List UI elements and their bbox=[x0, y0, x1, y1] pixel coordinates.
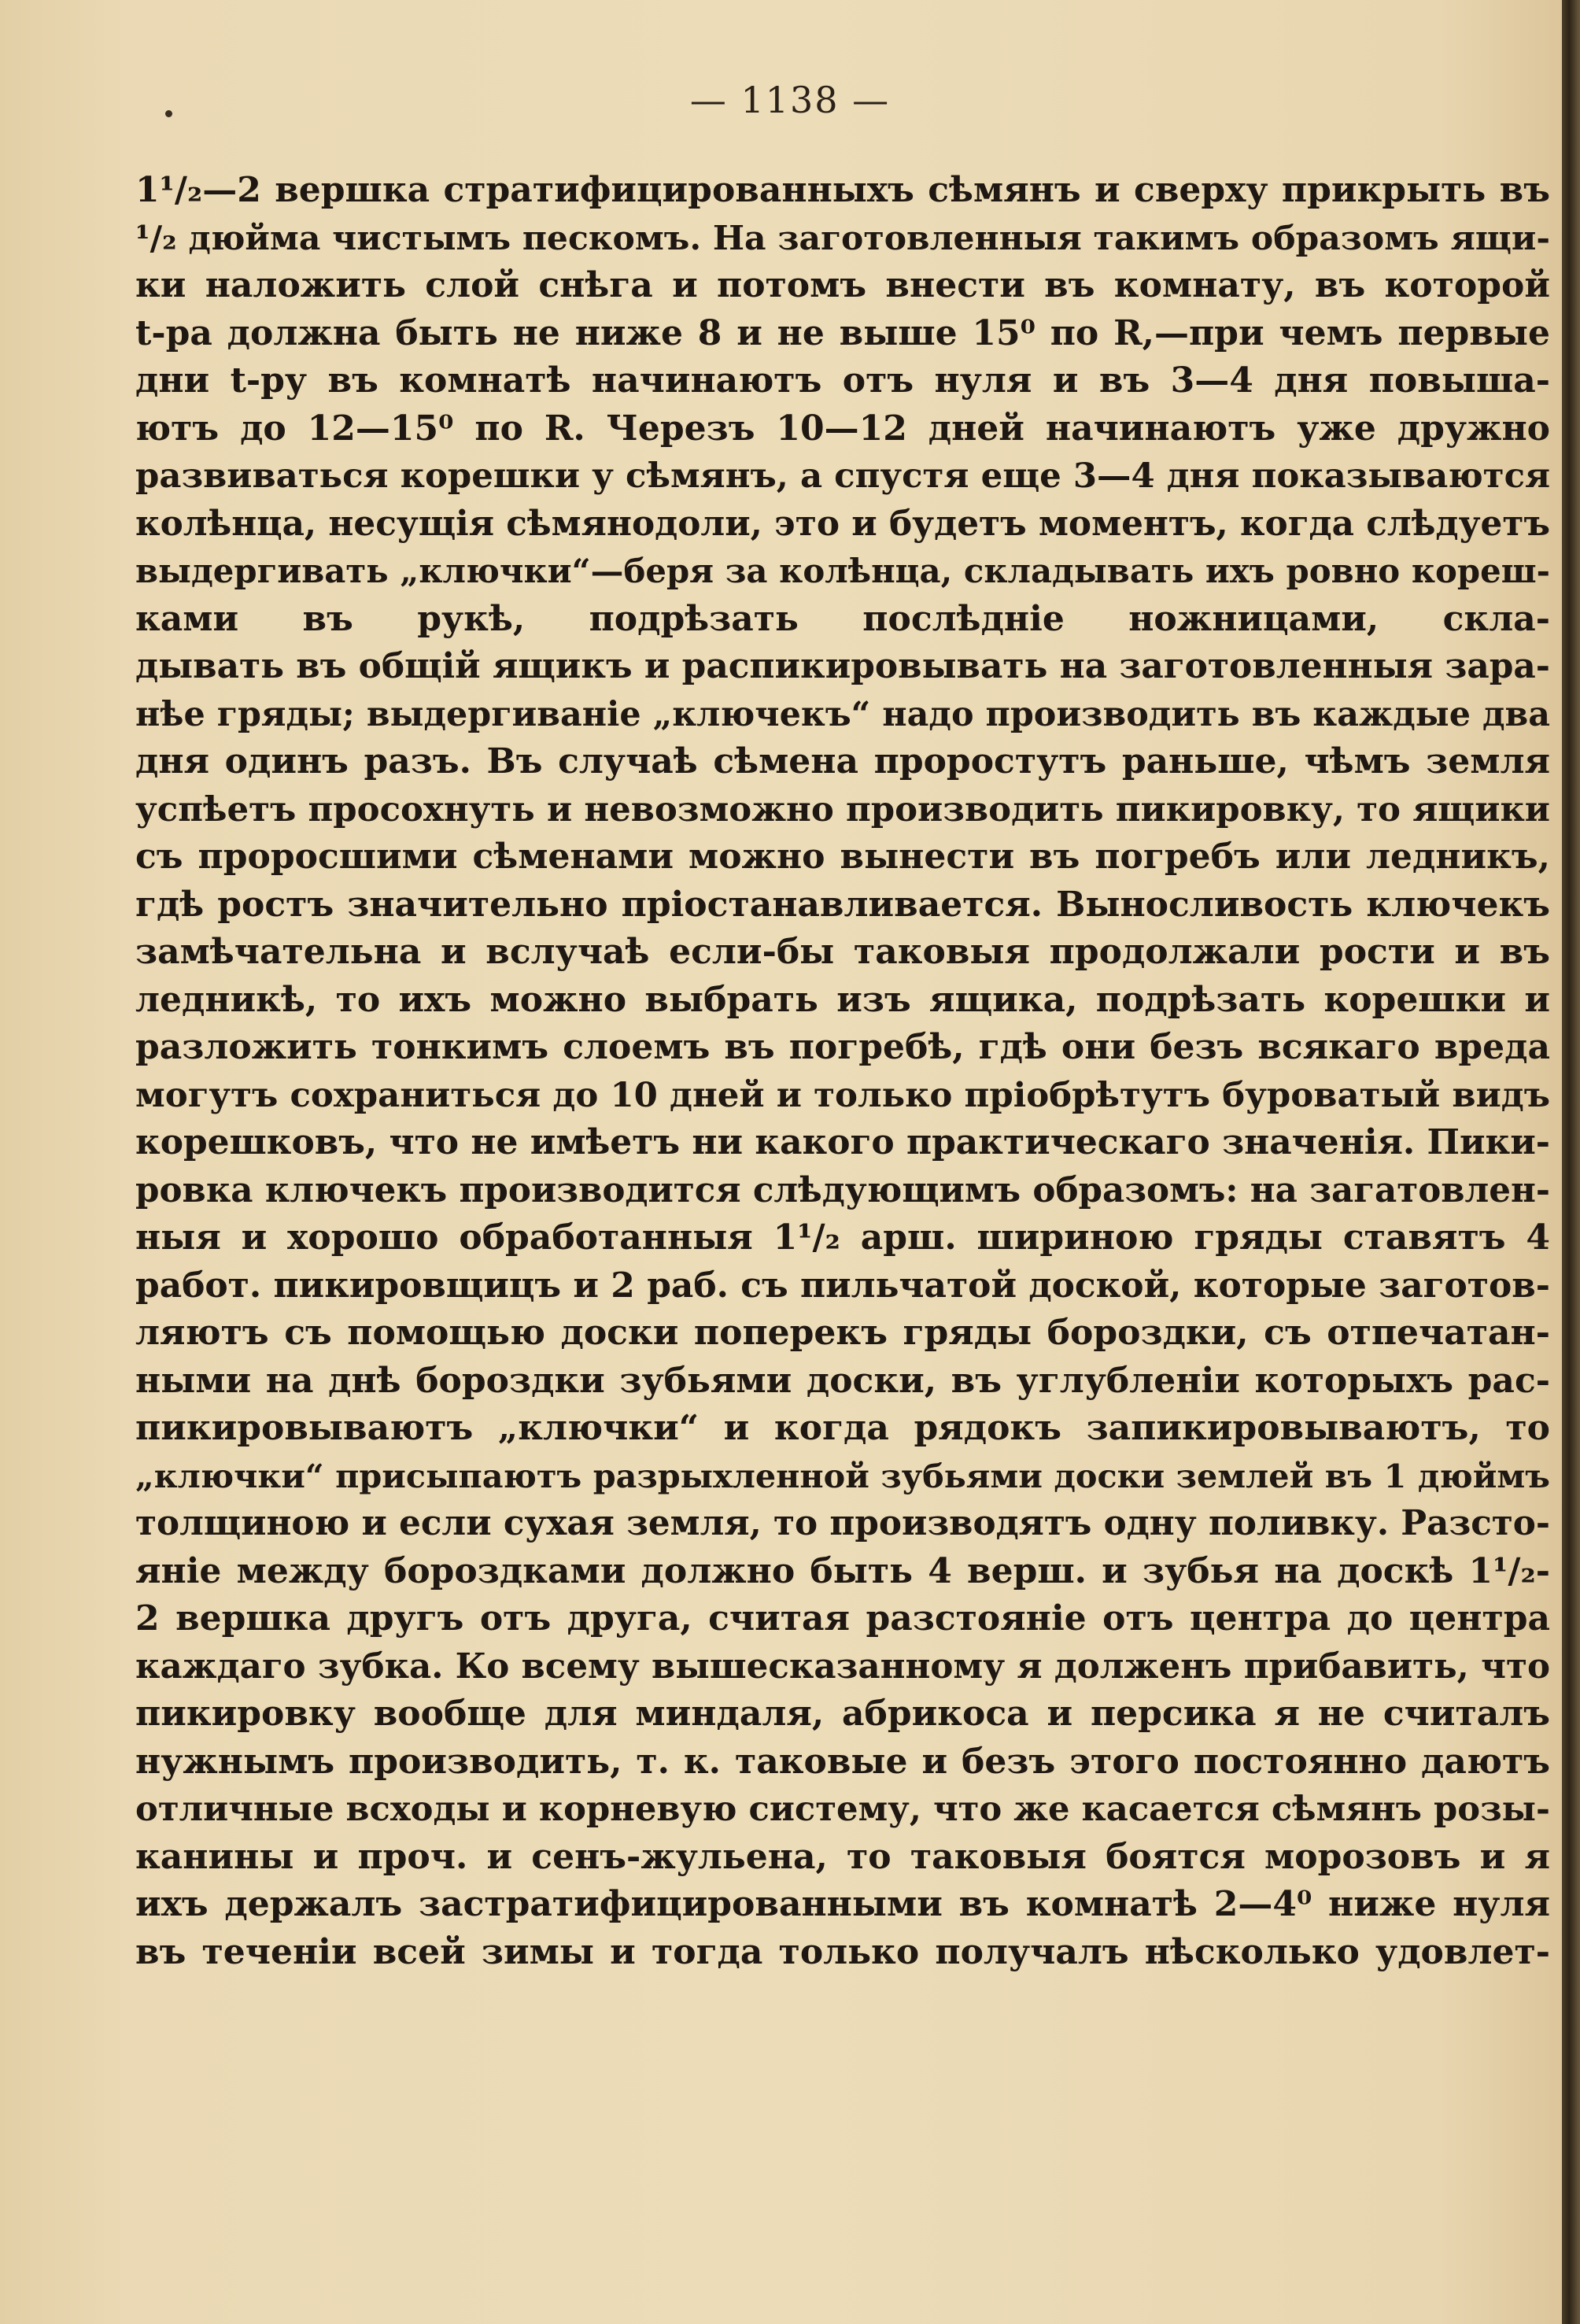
text-line: толщиною и если сухая земля, то производятъ одну поливку. Разсто- bbox=[135, 1503, 1550, 1543]
text-line: отличные всходы и корневую систему, что же касается сѣмянъ розы- bbox=[135, 1789, 1550, 1829]
text-line: нужнымъ производить, т. к. таковые и безъ этого постоянно даютъ bbox=[135, 1741, 1550, 1782]
text-line: нѣе гряды; выдергиваніе „ключекъ“ надо производить въ каждые два bbox=[135, 694, 1550, 734]
text-line: съ проросшими сѣменами можно вынести въ погребъ или ледникъ, bbox=[135, 837, 1550, 877]
text-line: гдѣ ростъ значительно пріостанавливается. Выносливость ключекъ bbox=[135, 884, 1550, 925]
text-line: ками въ рукѣ, подрѣзать послѣдніе ножницами, скла- bbox=[135, 598, 1550, 639]
text-line: въ теченіи всей зимы и тогда только получалъ нѣсколько удовлет- bbox=[135, 1931, 1550, 1972]
text-line: ныя и хорошо обработанныя 1¹/₂ арш. шириною гряды ставятъ 4 bbox=[135, 1217, 1550, 1258]
text-line: ¹/₂ дюйма чистымъ пескомъ. На заготовленныя такимъ образомъ ящи- bbox=[135, 218, 1550, 258]
book-spine-edge bbox=[1562, 0, 1580, 2324]
text-line: могутъ сохраниться до 10 дней и только пріобрѣтутъ буроватый видъ bbox=[135, 1074, 1550, 1115]
text-line: яніе между бороздками должно быть 4 верш. и зубья на доскѣ 1¹/₂- bbox=[135, 1550, 1550, 1591]
text-line: 2 вершка другъ отъ друга, считая разстояніе отъ центра до центра bbox=[135, 1598, 1550, 1639]
text-line: канины и проч. и сенъ-жульена, то таковыя боятся морозовъ и я bbox=[135, 1836, 1550, 1877]
text-line: развиваться корешки у сѣмянъ, а спустя еще 3—4 дня показываются bbox=[135, 456, 1550, 496]
text-line: „ключки“ присыпаютъ разрыхленной зубьями доски землей въ 1 дюймъ bbox=[135, 1456, 1550, 1495]
text-line: ледникѣ, то ихъ можно выбрать изъ ящика, подрѣзать корешки и bbox=[135, 979, 1550, 1020]
text-line: разложить тонкимъ слоемъ въ погребѣ, гдѣ они безъ всякаго вреда bbox=[135, 1027, 1550, 1067]
text-line: выдергивать „ключки“—беря за колѣнца, складывать ихъ ровно кореш- bbox=[135, 552, 1550, 590]
text-line: колѣнца, несущія сѣмянодоли, это и будетъ моментъ, когда слѣдуетъ bbox=[135, 503, 1550, 544]
text-line: пикировку вообще для миндаля, абрикоса и персика я не считалъ bbox=[135, 1694, 1550, 1734]
text-line: дни t-ру въ комнатѣ начинаютъ отъ нуля и въ 3—4 дня повыша- bbox=[135, 360, 1550, 401]
text-line: ными на днѣ бороздки зубьями доски, въ углубленіи которыхъ рас- bbox=[135, 1360, 1550, 1401]
ink-speck bbox=[165, 110, 172, 117]
text-line: ютъ до 12—15⁰ по R. Черезъ 10—12 дней начинаютъ уже дружно bbox=[135, 408, 1550, 449]
text-line: успѣетъ просохнуть и невозможно производить пикировку, то ящики bbox=[135, 789, 1550, 829]
text-line: ляютъ съ помощью доски поперекъ гряды бороздки, съ отпечатан- bbox=[135, 1313, 1550, 1353]
text-line: пикировываютъ „ключки“ и когда рядокъ запикировываютъ, то bbox=[135, 1408, 1550, 1448]
text-line: t-ра должна быть не ниже 8 и не выше 15⁰ по R,—при чемъ первые bbox=[135, 312, 1550, 353]
text-line: 1¹/₂—2 вершка стратифицированныхъ сѣмянъ и сверху прикрыть въ bbox=[135, 170, 1550, 210]
text-line: замѣчательна и вслучаѣ если-бы таковыя продолжали рости и въ bbox=[135, 932, 1550, 972]
text-line: каждаго зубка. Ко всему вышесказанному я долженъ прибавить, что bbox=[135, 1646, 1550, 1687]
text-line: работ. пикировщицъ и 2 раб. съ пильчатой доской, которые заготов- bbox=[135, 1265, 1550, 1306]
page-number: — 1138 — bbox=[689, 79, 891, 121]
text-line: ихъ держалъ застратифицированными въ комнатѣ 2—4⁰ ниже нуля bbox=[135, 1884, 1550, 1924]
text-line: корешковъ, что не имѣетъ ни какого практическаго значенія. Пики- bbox=[135, 1122, 1550, 1162]
text-line: дня одинъ разъ. Въ случаѣ сѣмена проростутъ раньше, чѣмъ земля bbox=[135, 741, 1550, 781]
text-line: дывать въ общій ящикъ и распикировывать на заготовленныя зара- bbox=[135, 646, 1550, 686]
text-line: ки наложить слой снѣга и потомъ внести въ комнату, въ которой bbox=[135, 265, 1550, 305]
text-line: ровка ключекъ производится слѣдующимъ образомъ: на загатовлен- bbox=[135, 1169, 1550, 1210]
body-paragraph bbox=[135, 167, 1550, 1976]
